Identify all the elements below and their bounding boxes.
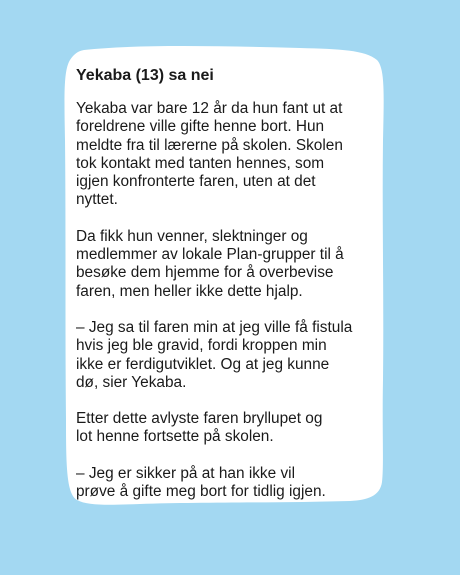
story-title: Yekaba (13) sa nei xyxy=(76,67,214,84)
story-paragraph-5: – Jeg er sikker på at han ikke vil prøve å gifte meg bort for tidlig igjen. xyxy=(76,464,326,501)
story-paragraph-1: Yekaba var bare 12 år da hun fant ut at foreldrene ville gifte henne bort. Hun meldte fra til lærerne på skolen. Skolen tok kontakt med tanten hennes, som igjen konfronterte faren, uten at det nyttet. xyxy=(76,100,343,209)
story-paragraph-4: Etter dette avlyste faren bryllupet og lot henne fortsette på skolen. xyxy=(76,410,323,446)
story-content xyxy=(76,66,376,501)
story-paragraph-2: Da fikk hun venner, slektninger og medlemmer av lokale Plan-grupper til å besøke dem hjemme for å overbevise faren, men heller ikke dette hjalp. xyxy=(76,227,344,300)
story-paragraph-3: – Jeg sa til faren min at jeg ville få fistula hvis jeg ble gravid, fordi kroppen min ikke er ferdigutviklet. Og at jeg kunne dø, sier Yekaba. xyxy=(76,318,353,391)
